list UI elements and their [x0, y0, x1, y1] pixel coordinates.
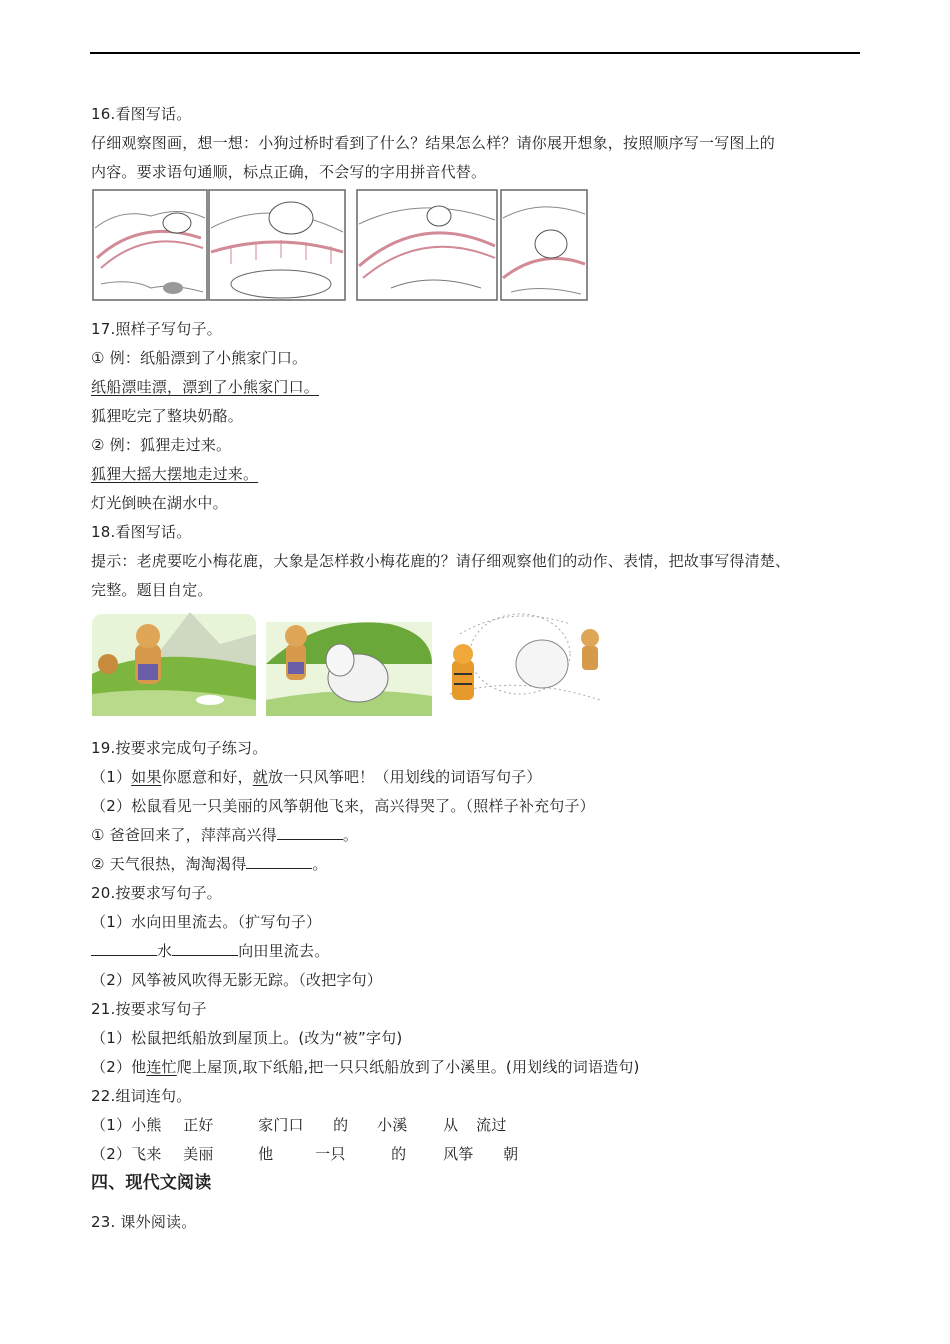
q19-sentence2b: ② 天气很热，淘淘渴得 。: [91, 855, 328, 873]
q22-title: 22.组词连句。: [91, 1087, 192, 1105]
q21-sentence1: （1）松鼠把纸船放到屋顶上。(改为“被”字句): [91, 1029, 403, 1047]
q19-s2a-blank[interactable]: [277, 825, 343, 840]
q19-s1-post: 放一只风筝吧！（用划线的词语写句子）: [267, 768, 542, 786]
word-chip: 一只: [315, 1145, 346, 1163]
q17-example1: ① 例：纸船漂到了小熊家门口。: [91, 349, 308, 367]
q21-title: 21.按要求写句子: [91, 1000, 207, 1018]
word-chip: 正好: [183, 1116, 214, 1134]
q20-title: 20.按要求写句子。: [91, 884, 222, 902]
q21-word-lianmang: 连忙: [146, 1058, 177, 1076]
q18-title: 18.看图写话。: [91, 523, 192, 541]
q20-sentence2: （2）风筝被风吹得无影无踪。（改把字句）: [91, 971, 383, 989]
q20-blank-2[interactable]: [172, 941, 238, 956]
word-chip: 飞来: [131, 1145, 162, 1163]
q19-s1-word-jiu: 就: [252, 768, 268, 786]
q17-example2: ② 例：狐狸走过来。: [91, 436, 232, 454]
word-chip: 流过: [476, 1116, 507, 1134]
word-chip: 朝: [503, 1145, 519, 1163]
q19-s1-word-ruguo: 如果: [131, 768, 162, 786]
q19-s1-label: （1）: [91, 768, 132, 786]
q20-sentence1: （1）水向田里流去。（扩写句子）: [91, 913, 322, 931]
q17-example2-answer: 狐狸大摇大摆地走过来。: [91, 465, 259, 483]
header-rule: [90, 52, 860, 54]
q17-title: 17.照样子写句子。: [91, 320, 222, 338]
q16-desc-line1: 仔细观察图画，想一想：小狗过桥时看到了什么？结果怎么样？请你展开想象，按照顺序写一写图上的: [91, 134, 776, 152]
q17-task1: 狐狸吃完了整块奶酪。: [91, 407, 244, 425]
q18-hint-line1: 提示：老虎要吃小梅花鹿，大象是怎样救小梅花鹿的？请仔细观察他们的动作、表情，把故事写得清楚、: [91, 552, 791, 570]
q20-blank-1[interactable]: [91, 941, 157, 956]
q19-sentence1: [91, 767, 542, 787]
q23-title: 23. 课外阅读。: [91, 1213, 197, 1231]
q22-row2: （2）飞来 美丽 他 一只 的 风筝 朝: [91, 1145, 519, 1163]
q19-s1-mid: 你愿意和好，: [161, 768, 253, 786]
q22-row1: （1）小熊 正好 家门口 的 小溪 从 流过: [91, 1116, 507, 1134]
section-heading: 四、现代文阅读: [91, 1173, 212, 1193]
word-chip: 小熊: [131, 1116, 162, 1134]
word-chip: 他: [258, 1145, 274, 1163]
q16-title: 16.看图写话。: [91, 105, 192, 123]
word-chip: 的: [391, 1145, 407, 1163]
word-chip: 从: [443, 1116, 459, 1134]
q17-task2: 灯光倒映在湖水中。: [91, 494, 228, 512]
q17-example1-answer: 纸船漂哇漂，漂到了小熊家门口。: [91, 378, 320, 396]
q19-s2a-text: ① 爸爸回来了，萍萍高兴得: [91, 826, 277, 844]
word-chip: 小溪: [377, 1116, 408, 1134]
puppy-bridge-comic-image: [91, 188, 589, 302]
q21-sentence2: （2）他连忙爬上屋顶,取下纸船,把一只只纸船放到了小溪里。(用划线的词语造句): [91, 1058, 640, 1076]
word-chip: 美丽: [183, 1145, 214, 1163]
word-chip: 的: [333, 1116, 349, 1134]
q16-desc-line2: 内容。要求语句通顺，标点正确，不会写的字用拼音代替。: [91, 163, 487, 181]
word-chip: 家门口: [258, 1116, 304, 1134]
q19-sentence2: （2）松鼠看见一只美丽的风筝朝他飞来，高兴得哭了。（照样子补充句子）: [91, 797, 595, 815]
q19-s2b-blank[interactable]: [246, 854, 312, 869]
q19-sentence2a: ① 爸爸回来了，萍萍高兴得 。: [91, 826, 359, 844]
q19-title: 19.按要求完成句子练习。: [91, 739, 268, 757]
q18-hint-line2: 完整。题目自定。: [91, 581, 213, 599]
q20-sentence1-fill: 水 向田里流去。: [91, 941, 329, 961]
word-chip: 风筝: [443, 1145, 474, 1163]
tiger-elephant-deer-comic-image: [90, 604, 610, 718]
q19-s2b-text: ② 天气很热，淘淘渴得: [91, 855, 247, 873]
